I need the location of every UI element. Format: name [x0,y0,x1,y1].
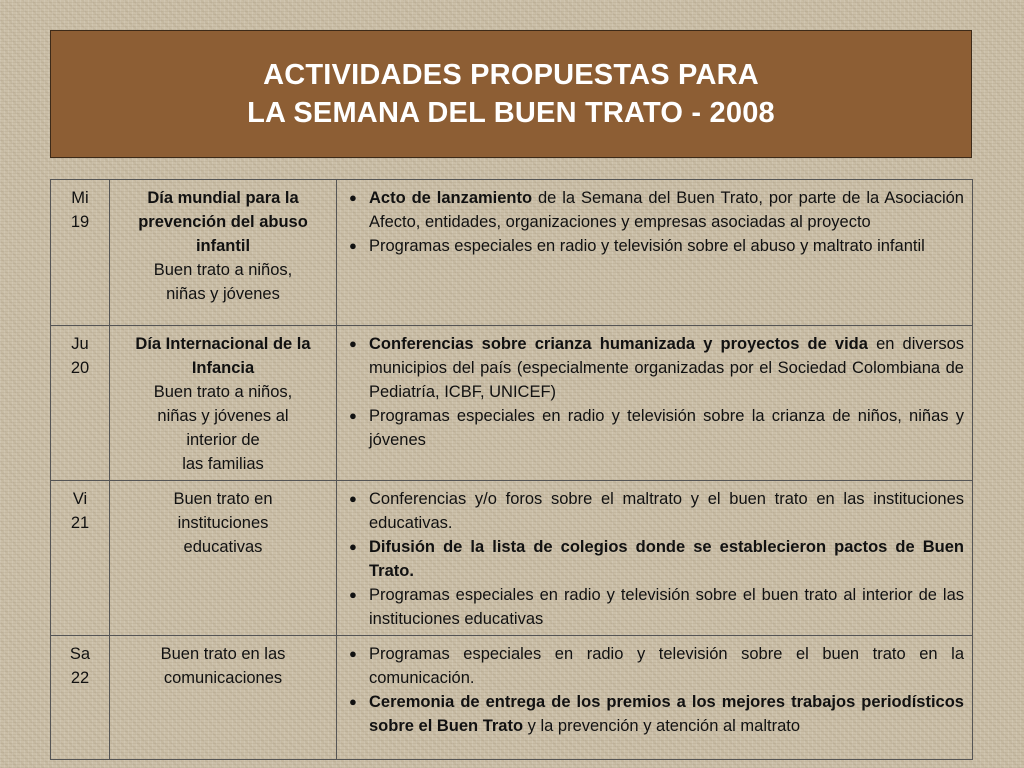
table-row [51,326,973,481]
activity-text: Programas especiales en radio y televisión sobre el buen trato al interior de las instituciones educativas [369,586,964,628]
activity-text: Programas especiales en radio y televisión sobre el abuso y maltrato infantil [369,237,925,255]
table-row [51,636,973,760]
list-item [345,535,964,583]
day-cell [51,326,110,481]
bullet-icon: ● [349,694,357,709]
day-number: 20 [70,359,90,377]
topic-line: niñas y jóvenes [166,285,280,303]
topic-line: educativas [183,538,263,556]
bullet-icon: ● [349,539,357,554]
list-item [345,186,964,234]
day-cell [51,180,110,326]
topic-line: Buen trato a niños, [153,383,293,401]
topic-title: Día Internacional de la Infancia [135,335,311,377]
activities-cell [337,636,973,760]
topic-line: comunicaciones [163,669,283,687]
activity-text: Programas especiales en radio y televisión sobre la crianza de niños, niñas y jóvenes [369,407,964,449]
bullet-icon: ● [349,190,357,205]
activity-list [345,332,964,452]
day-number: 22 [70,669,90,687]
title-line-2: LA SEMANA DEL BUEN TRATO - 2008 [247,97,775,129]
topic-cell [110,326,337,481]
topic-line: niñas y jóvenes al [157,407,289,425]
activities-cell [337,180,973,326]
topic-title: Día mundial para la prevención del abuso infantil [138,189,308,255]
topic-line: Buen trato en las [160,645,286,663]
table-row [51,180,973,326]
topic-cell [110,180,337,326]
list-item [345,642,964,690]
bullet-icon: ● [349,646,357,661]
topic-cell [110,481,337,636]
list-item [345,234,964,258]
day-abbr: Ju [71,335,89,353]
list-item [345,404,964,452]
activity-text: y la prevención y atención al maltrato [523,717,801,735]
list-item [345,690,964,738]
activity-text: en diversos municipios del país (especialmente organizadas por el Sociedad Colombiana de Pediatría, ICBF, UNICEF) [369,335,964,401]
topic-line: las familias [182,455,264,473]
table-row [51,481,973,636]
activity-text: Programas especiales en radio y televisión sobre el buen trato en la comunicación. [369,645,964,687]
activities-cell [337,326,973,481]
activity-list [345,186,964,258]
activities-table [50,179,973,760]
activity-bold-text: Difusión de la lista de colegios donde se establecieron pactos de Buen Trato. [369,538,964,580]
activities-cell [337,481,973,636]
bullet-icon: ● [349,587,357,602]
day-number: 19 [70,213,90,231]
topic-line: Buen trato a niños, [153,261,293,279]
activity-list [345,487,964,631]
title-banner [50,30,972,158]
bullet-icon: ● [349,336,357,351]
bullet-icon: ● [349,408,357,423]
topic-line: Buen trato en [173,490,273,508]
bullet-icon: ● [349,491,357,506]
list-item [345,487,964,535]
activity-text: de la Semana del Buen Trato, por parte de la Asociación Afecto, entidades, organizaciones y empresas asociadas al proyecto [369,189,964,231]
topic-line: instituciones [177,514,269,532]
topic-line: interior de [186,431,260,449]
list-item [345,583,964,631]
day-abbr: Sa [69,645,91,663]
day-cell [51,636,110,760]
day-abbr: Vi [72,490,88,508]
topic-cell [110,636,337,760]
title-line-1: ACTIVIDADES PROPUESTAS PARA [263,59,759,91]
day-cell [51,481,110,636]
day-abbr: Mi [71,189,89,207]
day-number: 21 [70,514,90,532]
activity-bold-text: Ceremonia de entrega de los premios a los mejores trabajos periodísticos sobre el Buen Trato [369,693,964,735]
activity-text: Conferencias y/o foros sobre el maltrato y el buen trato en las instituciones educativas. [369,490,964,532]
bullet-icon: ● [349,238,357,253]
activity-bold-text: Acto de lanzamiento [369,189,533,207]
activity-list [345,642,964,738]
activity-bold-text: Conferencias sobre crianza humanizada y proyectos de vida [369,335,868,353]
list-item [345,332,964,404]
